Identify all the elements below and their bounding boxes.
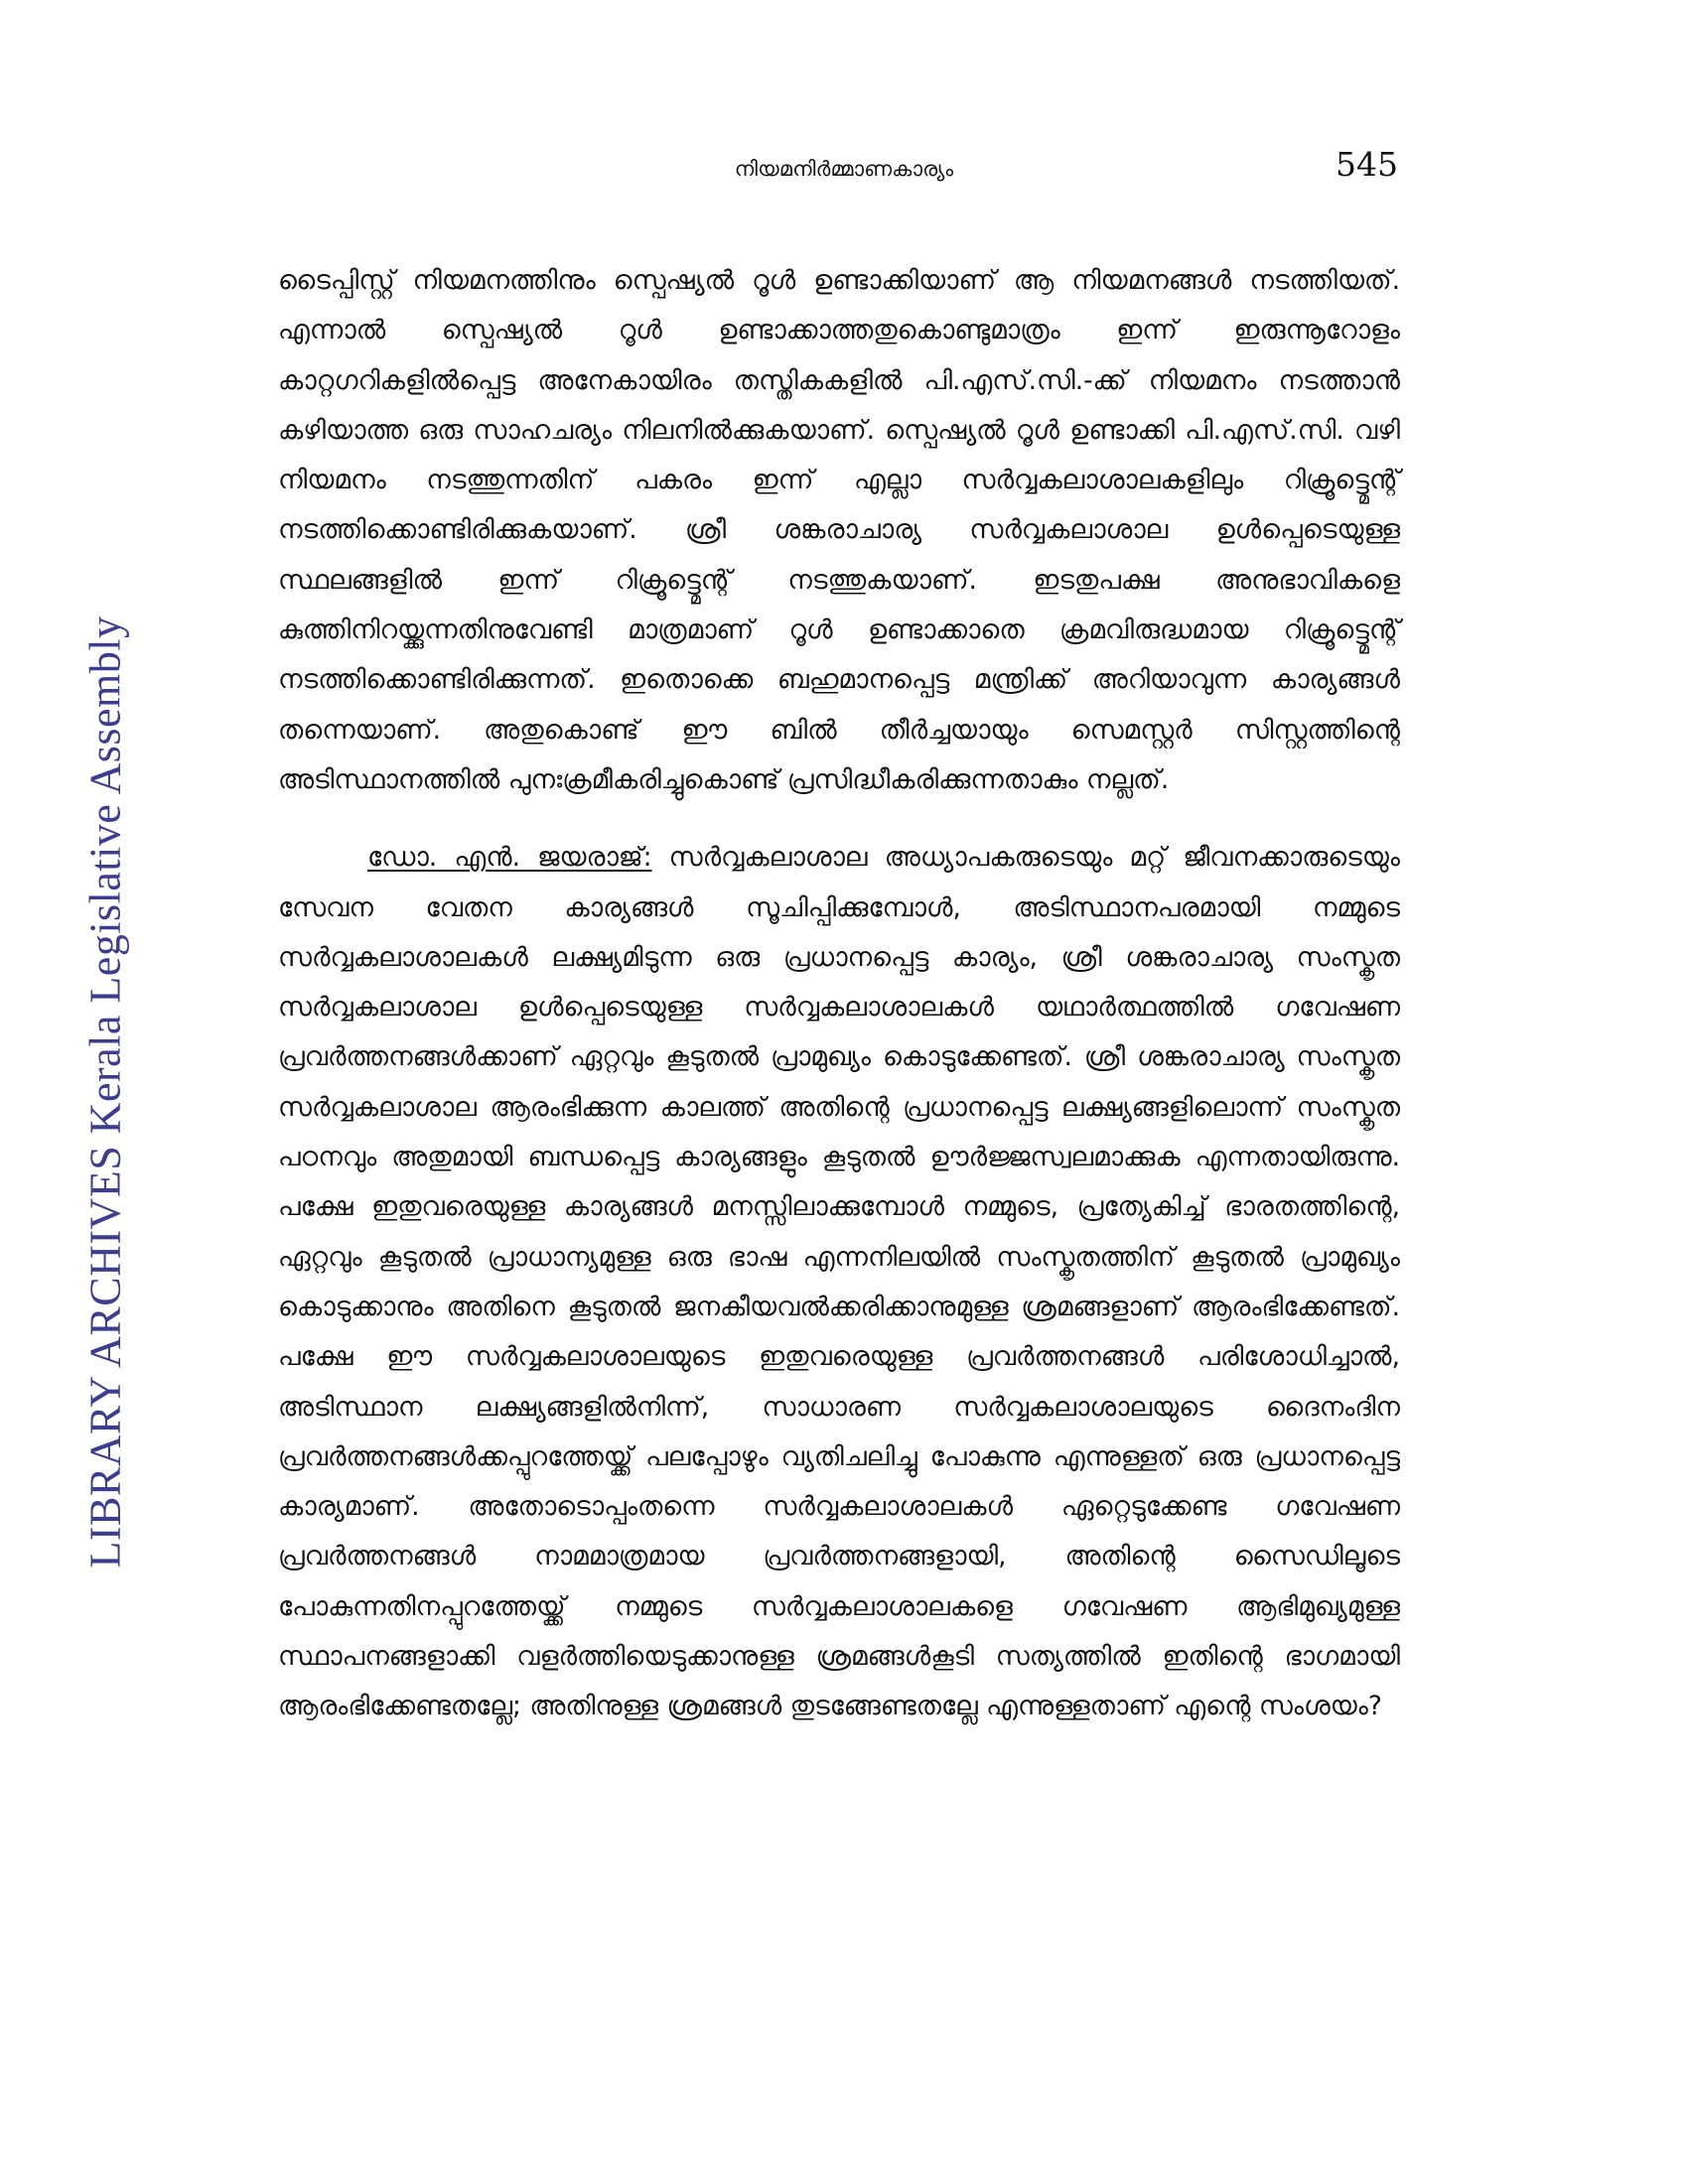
body-text <box>278 256 1400 1732</box>
paragraph-1: ടൈപ്പിസ്റ്റ് നിയമനത്തിനും സ്പെഷ്യൽ റൂൾ ഉണ്ടാക്കിയാണ് ആ നിയമനങ്ങൾ നടത്തിയത്. എന്നാൽ സ്പെഷ്യൽ റൂൾ ഉണ്ടാക്കാത്തതുകൊണ്ടുമാത്രം ഇന്ന് ഇരുന്നൂറോളം കാറ്റഗറികളിൽപ്പെട്ട അനേകായിരം തസ്തികകളിൽ പി.എസ്.സി.-ക്ക് നിയമനം നടത്താൻ കഴിയാത്ത ഒരു സാഹചര്യം നിലനിൽക്കുകയാണ്. സ്പെഷ്യൽ റൂൾ ഉണ്ടാക്കി പി.എസ്.സി. വഴി നിയമനം നടത്തുന്നതിന് പകരം ഇന്ന് എല്ലാ സർവ്വകലാശാലകളിലും റിക്രൂട്ട്മെന്റ് നടത്തിക്കൊണ്ടിരിക്കുകയാണ്. ശ്രീ ശങ്കരാചാര്യ സർവ്വകലാശാല ഉൾപ്പെടെയുള്ള സ്ഥലങ്ങളിൽ ഇന്ന് റിക്രൂട്ട്മെന്റ് നടത്തുകയാണ്. ഇടതുപക്ഷ അനുഭാവികളെ കുത്തിനിറയ്ക്കുന്നതിനുവേണ്ടി മാത്രമാണ് റൂൾ ഉണ്ടാക്കാതെ ക്രമവിരുദ്ധമായ റിക്രൂട്ട്മെന്റ് നടത്തിക്കൊണ്ടിരിക്കുന്നത്. ഇതൊക്കെ ബഹുമാനപ്പെട്ട മന്ത്രിക്ക് അറിയാവുന്ന കാര്യങ്ങൾ തന്നെയാണ്. അതുകൊണ്ട് ഈ ബിൽ തീർച്ചയായും സെമസ്റ്റർ സിസ്റ്റത്തിന്റെ അടിസ്ഥാനത്തിൽ പുനഃക്രമീകരിച്ചുകൊണ്ട് പ്രസിദ്ധീകരിക്കുന്നതാകും നല്ലത്. <box>278 265 1400 795</box>
paragraph-2 <box>278 833 1400 1731</box>
speaker-name: ഡോ. എൻ. ജയരാജ്: <box>367 842 652 874</box>
paragraph-2-text: സർവ്വകലാശാല അധ്യാപകരുടെയും മറ്റ് ജീവനക്കാരുടെയും സേവന വേതന കാര്യങ്ങൾ സൂചിപ്പിക്കുമ്പോൾ, അടിസ്ഥാനപരമായി നമ്മുടെ സർവ്വകലാശാലകൾ ലക്ഷ്യമിടുന്ന ഒരു പ്രധാനപ്പെട്ട കാര്യം, ശ്രീ ശങ്കരാചാര്യ സംസ്കൃത സർവ്വകലാശാല ഉൾപ്പെടെയുള്ള സർവ്വകലാശാലകൾ യഥാർത്ഥത്തിൽ ഗവേഷണ പ്രവർത്തനങ്ങൾക്കാണ് ഏറ്റവും കൂടുതൽ പ്രാമുഖ്യം കൊടുക്കേണ്ടത്. ശ്രീ ശങ്കരാചാര്യ സംസ്കൃത സർവ്വകലാശാല ആരംഭിക്കുന്ന കാലത്ത് അതിന്റെ പ്രധാനപ്പെട്ട ലക്ഷ്യങ്ങളിലൊന്ന് സംസ്കൃത പഠനവും അതുമായി ബന്ധപ്പെട്ട കാര്യങ്ങളും കൂടുതൽ ഊർജ്ജസ്വലമാക്കുക എന്നതായിരുന്നു. പക്ഷേ ഇതുവരെയുള്ള കാര്യങ്ങൾ മനസ്സിലാക്കുമ്പോൾ നമ്മുടെ, പ്രത്യേകിച്ച് ഭാരതത്തിന്റെ, ഏറ്റവും കൂടുതൽ പ്രാധാന്യമുള്ള ഒരു ഭാഷ എന്നനിലയിൽ സംസ്കൃതത്തിന് കൂടുതൽ പ്രാമുഖ്യം കൊടുക്കാനും അതിനെ കൂടുതൽ ജനകീയവൽക്കരിക്കാനുമുള്ള ശ്രമങ്ങളാണ് ആരംഭിക്കേണ്ടത്. പക്ഷേ ഈ സർവ്വകലാശാലയുടെ ഇതുവരെയുള്ള പ്രവർത്തനങ്ങൾ പരിശോധിച്ചാൽ, അടിസ്ഥാന ലക്ഷ്യങ്ങളിൽനിന്ന്, സാധാരണ സർവ്വകലാശാലയുടെ ദൈനംദിന പ്രവർത്തനങ്ങൾക്കപ്പുറത്തേയ്ക്ക് പലപ്പോഴും വ്യതിചലിച്ചു പോകുന്നു എന്നുള്ളത് ഒരു പ്രധാനപ്പെട്ട കാര്യമാണ്. അതോടൊപ്പംതന്നെ സർവ്വകലാശാലകൾ ഏറ്റെടുക്കേണ്ട ഗവേഷണ പ്രവർത്തനങ്ങൾ നാമമാത്രമായ പ്രവർത്തനങ്ങളായി, അതിന്റെ സൈഡിലൂടെ പോകുന്നതിനപ്പുറത്തേയ്ക്ക് നമ്മുടെ സർവ്വകലാശാലകളെ ഗവേഷണ ആഭിമുഖ്യമുള്ള സ്ഥാപനങ്ങളാക്കി വളർത്തിയെടുക്കാനുള്ള ശ്രമങ്ങൾകൂടി സത്യത്തിൽ ഇതിന്റെ ഭാഗമായി ആരംഭിക്കേണ്ടതല്ലേ; അതിനുള്ള ശ്രമങ്ങൾ തുടങ്ങേണ്ടതല്ലേ എന്നുള്ളതാണ് എന്റെ സംശയം? <box>278 842 1400 1722</box>
archive-watermark: LIBRARY ARCHIVES Kerala Legislative Assembly <box>80 615 130 1569</box>
page-number: 545 <box>1336 145 1398 184</box>
running-title: നിയമനിർമ്മാണകാര്യം <box>734 157 954 181</box>
